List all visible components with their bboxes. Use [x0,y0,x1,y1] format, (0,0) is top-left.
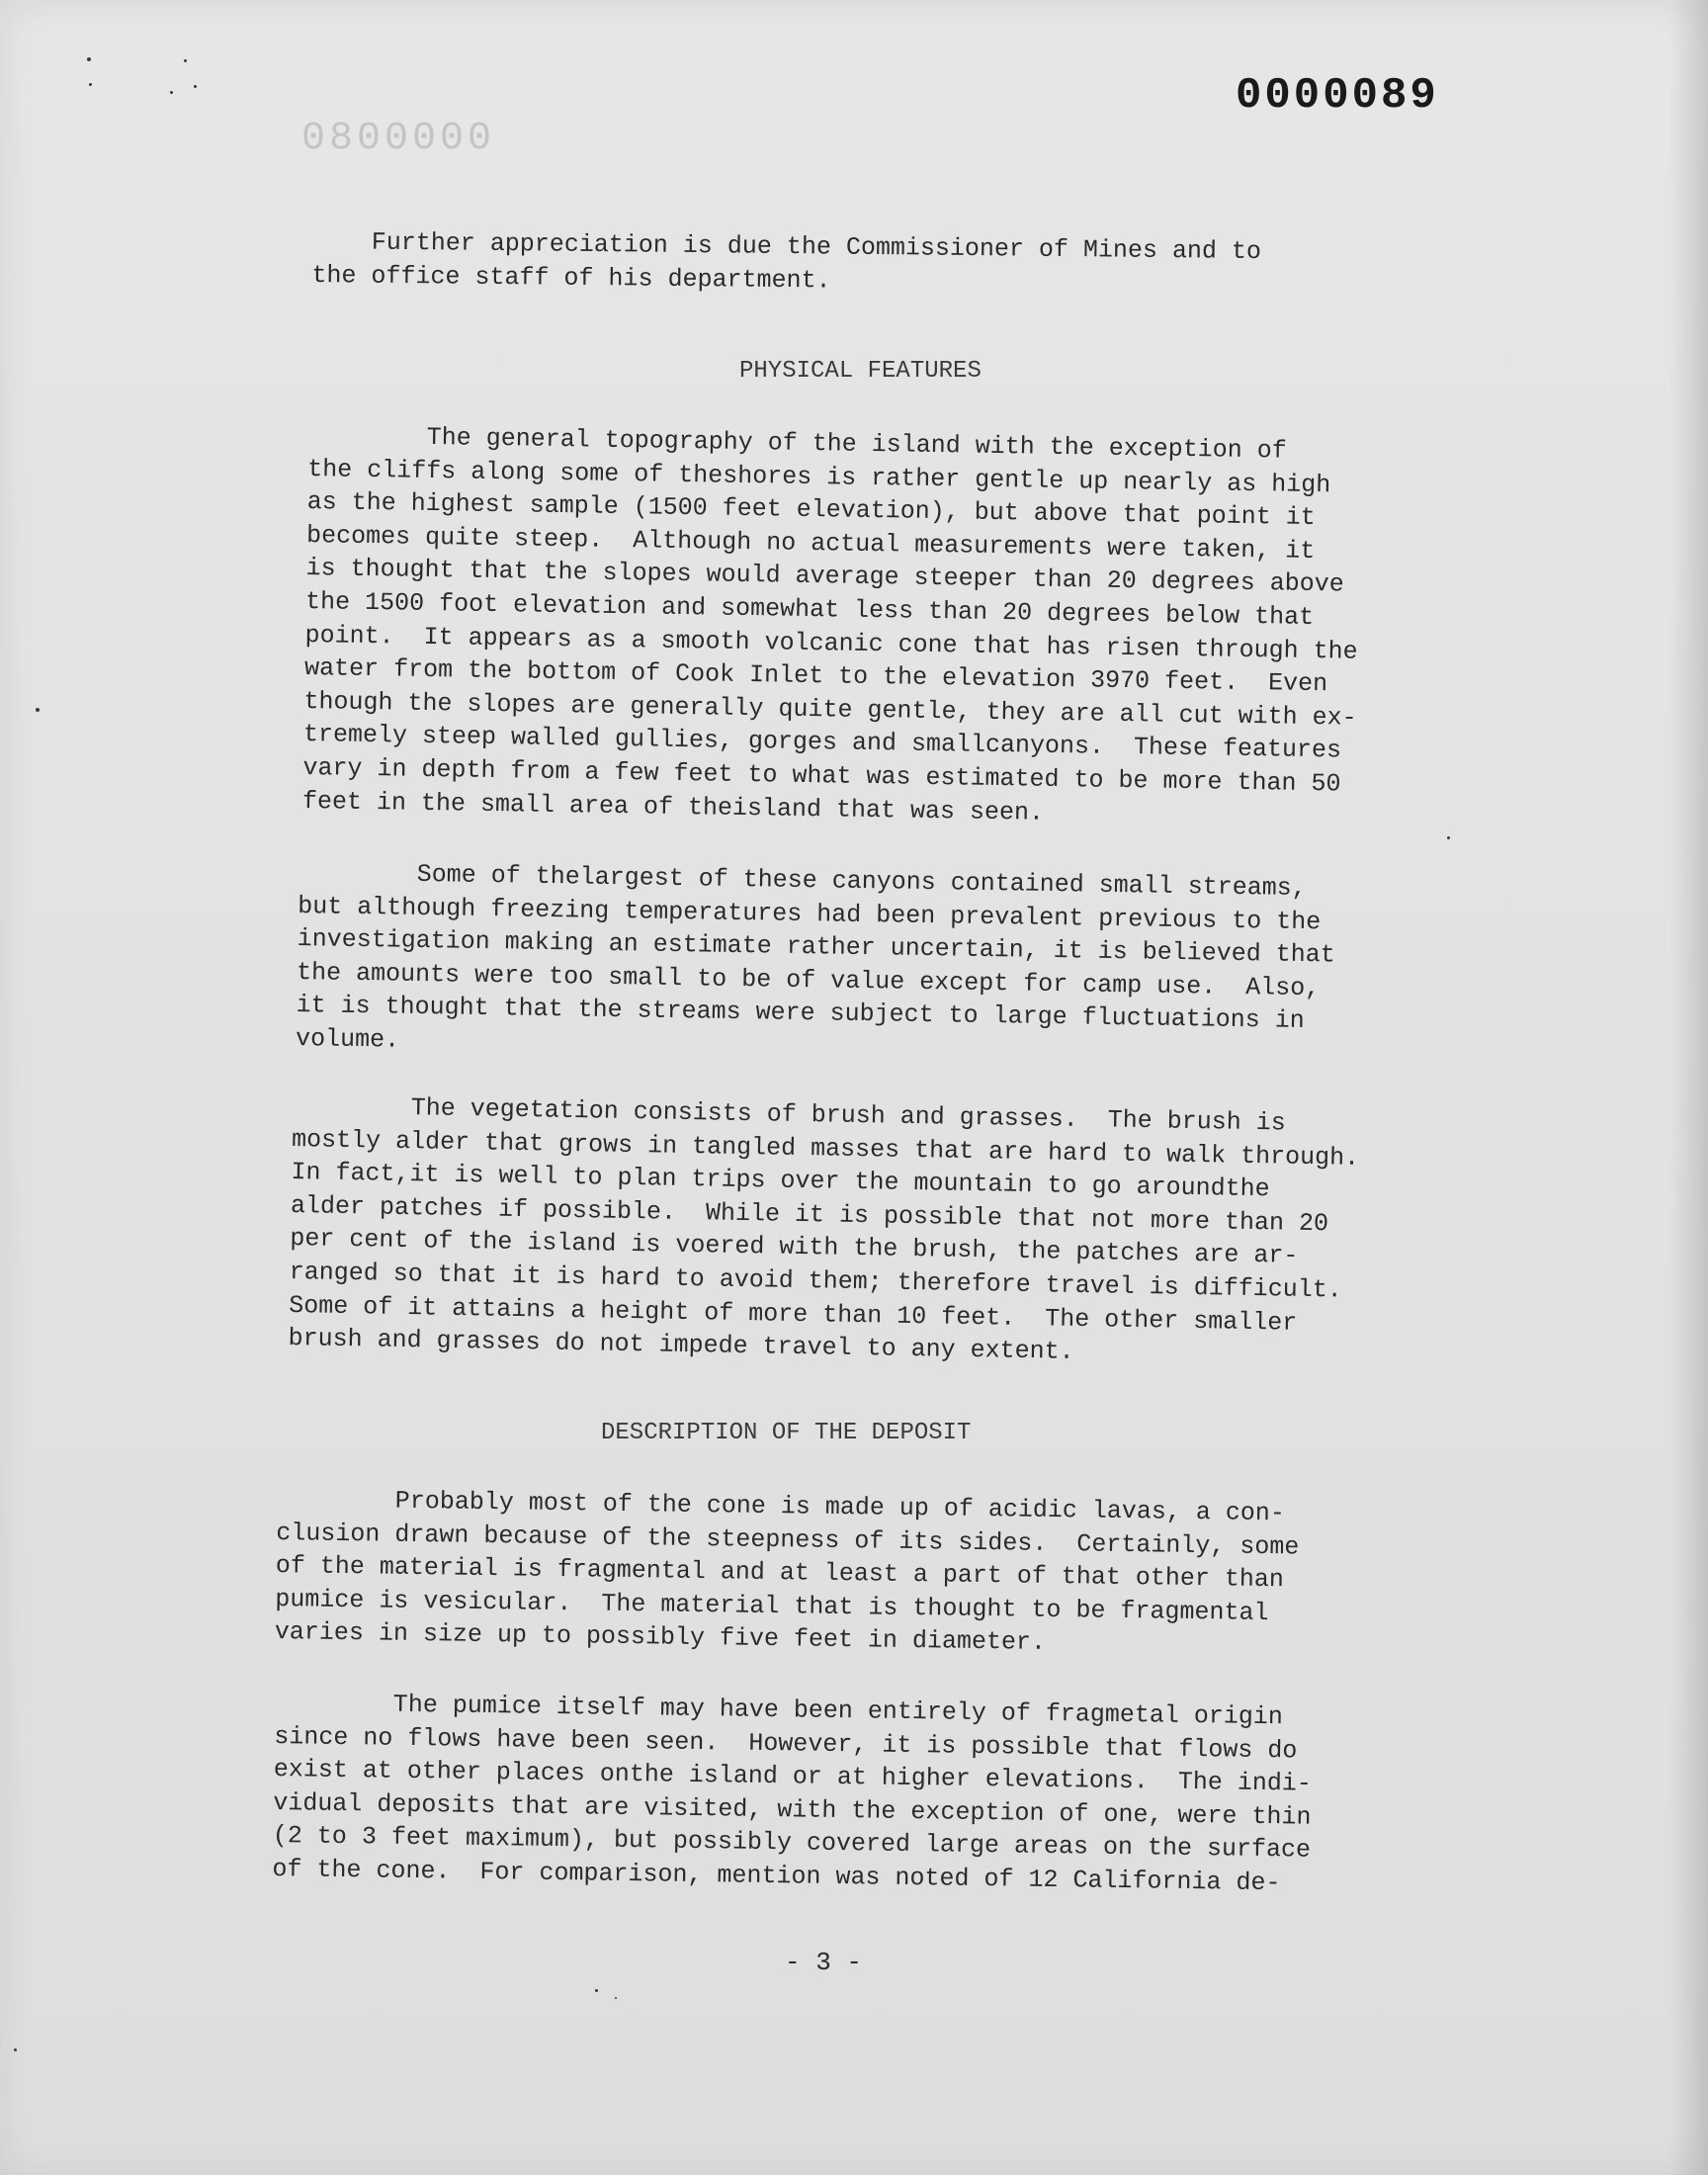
paragraph-topography: The general topography of the island with the exception of the cliffs along some of theshores is rather gentle up nearly as high as the highest sample (1500 feet elevation), but above that point it becomes quite steep. Although no actual measurements were taken, it is thought that the slopes would average steeper than 20 degrees above the 1500 foot elevation and somewhat less than 20 degrees below that point. It appears as a smooth volcanic cone that has risen through the water from the bottom of Cook Inlet to the elevation 3970 feet. Even though the slopes are generally quite gentle, they are all cut with ex- tremely steep walled gullies, gorges and smallcanyons. These features vary in depth from a few feet to what was estimated to be more than 50 feet in the small area of theisland that was seen. [301,420,1358,827]
dust-speck [184,59,187,62]
ghost-number-bleedthrough: 0800000 [301,117,496,161]
dust-speck [615,1997,617,1999]
dust-speck [595,1989,598,1992]
section-heading-physical-features: PHYSICAL FEATURES [739,358,982,385]
intro-paragraph: Further appreciation is due the Commissioner of Mines and to the office staff of his department. [311,226,1262,296]
control-number-stamp: 0000089 [1236,71,1439,121]
section-heading-description-of-deposit: DESCRIPTION OF THE DEPOSIT [601,1420,972,1446]
dust-speck [89,83,92,86]
dust-speck [170,91,173,94]
page-edge-shadow [1668,0,1708,2175]
dust-speck [1447,836,1450,839]
paragraph-cone-composition: Probably most of the cone is made up of acidic lavas, a con- clusion drawn because of the steepness of its sides. Certainly, some of the material is fragmental and at least a part of that other than pumice is vesicular. The material that is thought to be fragmental varies in size up to possibly five feet in diameter. [274,1484,1300,1658]
paragraph-pumice: The pumice itself may have been entirely of fragmetal origin since no flows have been seen. However, it is possible that flows do exist at other places onthe island or at higher elevations. The indi- vidual deposits that are visited, with the exception of one, were thin (2 to 3 feet maximum), but possibly covered large areas on the surface of the cone. For comparison, mention was noted of 12 California de- [272,1688,1313,1898]
paragraph-canyons: Some of thelargest of these canyons contained small streams, but although freezing temperatures had been prevalent previous to the investigation making an estimate rather uncertain, it is believed that the amounts were too small to be of value except for camp use. Also, it is thought that the streams were subject to large fluctuations in volume. [295,857,1335,1055]
page-number: - 3 - [785,1948,863,1977]
dust-speck [194,85,197,88]
dust-speck [87,57,91,61]
dust-speck [36,708,40,712]
dust-speck [14,2048,17,2051]
paragraph-vegetation: The vegetation consists of brush and grasses. The brush is mostly alder that grows in tangled masses that are hard to walk through. In fact,it is well to plan trips over the mountain to go aroundthe alder patches if possible. While it is possible that not more than 20 per cent of the island is voered with the brush, the patches are ar- ranged so that it is hard to avoid them; therefore travel is difficult. Some of it attains a height of more than 10 feet. The other smaller brush and grasses do not impede travel to any extent. [288,1090,1360,1366]
